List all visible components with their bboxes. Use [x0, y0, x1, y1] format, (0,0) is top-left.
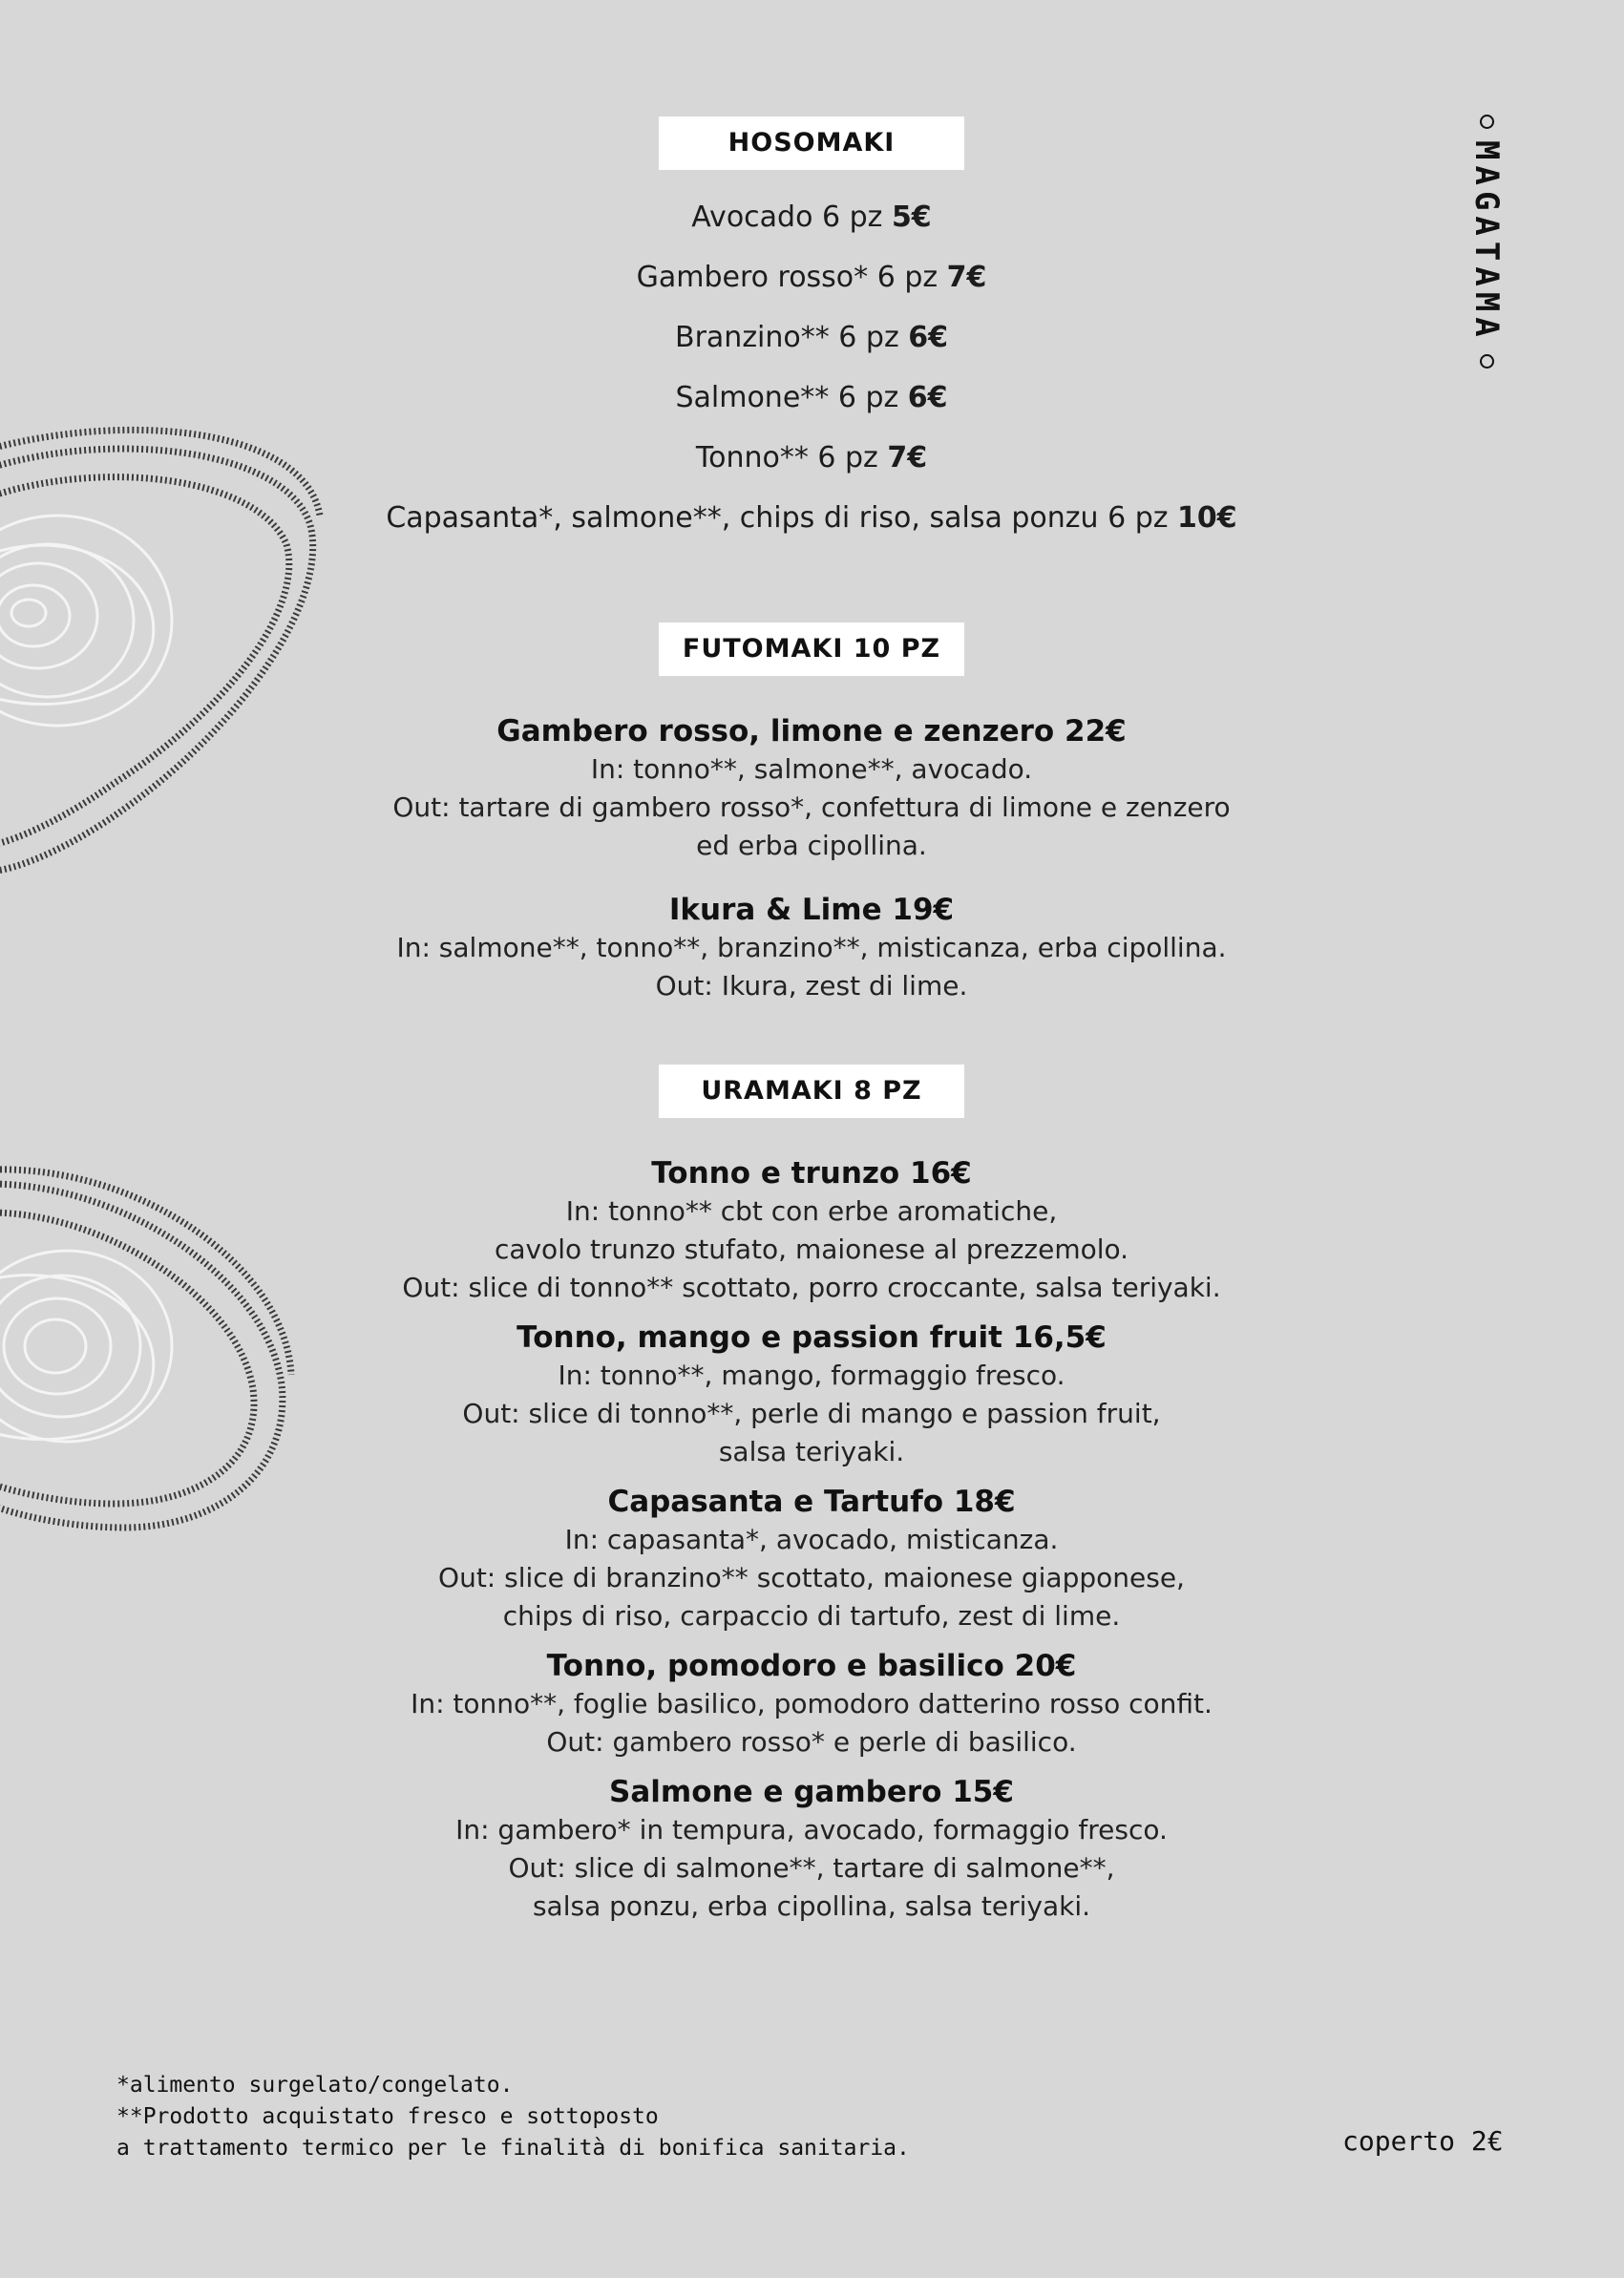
- brand-label: [1467, 115, 1506, 369]
- dish-description: Out: tartare di gambero rosso*, confettura di limone e zenzero: [392, 791, 1231, 823]
- dish-description: In: tonno** cbt con erbe aromatiche,: [565, 1195, 1058, 1227]
- cover-charge: coperto 2€: [1342, 2125, 1504, 2157]
- dish-item: [325, 1154, 1298, 1307]
- item-price: 6€: [907, 381, 948, 414]
- dish-description: ed erba cipollina.: [696, 830, 927, 861]
- section-title: HOSOMAKI: [659, 116, 964, 170]
- dish-title: Tonno, pomodoro e basilico 20€: [546, 1649, 1077, 1683]
- dish-item: [325, 1773, 1298, 1926]
- brand-name: MAGATAMA: [1467, 140, 1506, 343]
- item-name: Salmone** 6 pz: [675, 381, 908, 414]
- list-item: [325, 319, 1298, 379]
- item-price: 10€: [1177, 501, 1237, 535]
- dish-item: [325, 891, 1298, 1005]
- section-uramaki: [325, 1065, 1298, 1926]
- dish-title: Capasanta e Tartufo 18€: [607, 1485, 1016, 1519]
- item-price: 7€: [887, 441, 928, 475]
- dish-title: Salmone e gambero 15€: [609, 1775, 1014, 1809]
- section-hosomaki: [325, 116, 1298, 559]
- item-name: Tonno** 6 pz: [695, 441, 888, 475]
- dish-description: Out: gambero rosso* e perle di basilico.: [546, 1726, 1077, 1758]
- dish-item: [325, 712, 1298, 865]
- dish-description: In: tonno**, mango, formaggio fresco.: [558, 1360, 1065, 1391]
- dish-description: Out: Ikura, zest di lime.: [655, 970, 968, 1002]
- footnote: **Prodotto acquistato fresco e sottoposto: [116, 2104, 659, 2129]
- list-item: [325, 379, 1298, 439]
- dish-description: cavolo trunzo stufato, maionese al prezzemolo.: [494, 1234, 1129, 1265]
- dish-description: Out: slice di tonno** scottato, porro croccante, salsa teriyaki.: [402, 1272, 1221, 1303]
- dish-description: In: salmone**, tonno**, branzino**, misticanza, erba cipollina.: [396, 932, 1227, 963]
- item-name: Avocado 6 pz: [691, 200, 892, 234]
- dish-item: [325, 1483, 1298, 1635]
- item-price: 5€: [891, 200, 932, 234]
- section-title: FUTOMAKI 10 PZ: [659, 622, 964, 676]
- dish-title: Gambero rosso, limone e zenzero 22€: [496, 714, 1127, 749]
- dish-description: chips di riso, carpaccio di tartufo, zest di lime.: [502, 1600, 1121, 1632]
- item-price: 6€: [908, 321, 948, 354]
- brand-dot-icon: [1480, 115, 1494, 129]
- item-name: Capasanta*, salmone**, chips di riso, salsa ponzu 6 pz: [386, 501, 1178, 535]
- dish-description: In: capasanta*, avocado, misticanza.: [564, 1524, 1059, 1555]
- item-price: 7€: [946, 261, 987, 294]
- dish-item: [325, 1318, 1298, 1471]
- list-item: [325, 259, 1298, 319]
- footnote: *alimento surgelato/congelato.: [116, 2073, 514, 2098]
- scribble-decoration-middle: [0, 1165, 296, 1585]
- dish-description: Out: slice di branzino** scottato, maionese giapponese,: [438, 1562, 1185, 1593]
- list-item: [325, 499, 1298, 559]
- dish-description: In: tonno**, salmone**, avocado.: [590, 753, 1033, 785]
- dish-title: Tonno e trunzo 16€: [651, 1156, 972, 1191]
- scribble-decoration-top: [0, 411, 325, 888]
- dish-description: salsa teriyaki.: [718, 1436, 905, 1467]
- item-name: Gambero rosso* 6 pz: [636, 261, 947, 294]
- dish-description: In: gambero* in tempura, avocado, formaggio fresco.: [455, 1814, 1168, 1846]
- dish-description: Out: slice di salmone**, tartare di salmone**,: [508, 1852, 1115, 1884]
- item-name: Branzino** 6 pz: [675, 321, 909, 354]
- dish-description: salsa ponzu, erba cipollina, salsa teriyaki.: [532, 1890, 1091, 1922]
- section-futomaki: [325, 622, 1298, 1005]
- dish-title: Ikura & Lime 19€: [668, 893, 955, 927]
- dish-item: [325, 1647, 1298, 1761]
- brand-dot-icon: [1480, 354, 1494, 369]
- dish-description: In: tonno**, foglie basilico, pomodoro datterino rosso confit.: [411, 1688, 1213, 1719]
- section-title: URAMAKI 8 PZ: [659, 1065, 964, 1118]
- footnotes: [116, 2070, 910, 2164]
- list-item: [325, 439, 1298, 499]
- dish-description: Out: slice di tonno**, perle di mango e passion fruit,: [462, 1398, 1161, 1429]
- hosomaki-list: [325, 199, 1298, 559]
- dish-title: Tonno, mango e passion fruit 16,5€: [517, 1320, 1107, 1355]
- list-item: [325, 199, 1298, 259]
- footnote: a trattamento termico per le finalità di bonifica sanitaria.: [116, 2136, 910, 2161]
- menu-content: [325, 116, 1298, 1926]
